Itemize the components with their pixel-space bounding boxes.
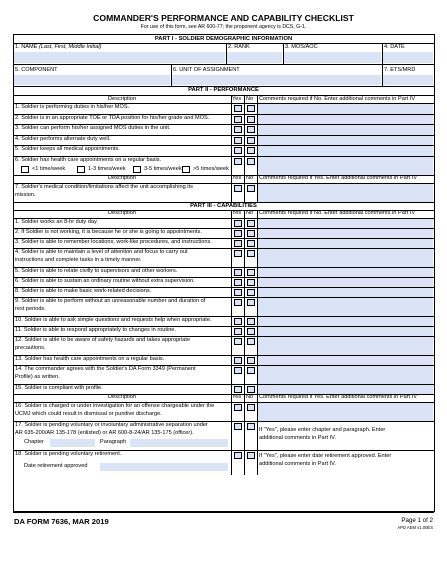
p2-item1-comment-field[interactable]	[258, 104, 433, 114]
p3-item4-label: 4. Soldier is able to maintain a level of attention and focus to carry out	[15, 248, 188, 255]
p2-item2-yes-checkbox[interactable]	[234, 116, 242, 123]
p2-item5-no-checkbox[interactable]	[247, 147, 255, 154]
p2-item1-yes-checkbox[interactable]	[234, 105, 242, 112]
form-title: COMMANDER'S PERFORMANCE AND CAPABILITY CHECKLIST	[93, 13, 354, 23]
component-label: 5. COMPONENT	[15, 67, 58, 73]
p3-item14-label: 14. The commander agrees with the Soldier's DA Form 3349 (Permanent	[15, 365, 196, 372]
p3-item2-no-checkbox[interactable]	[247, 230, 255, 237]
p3-item9-label: 9. Soldier is able to perform without an unreasonable number and duration of	[15, 297, 206, 304]
freq-3-5-label: 3-5 times/week	[144, 166, 182, 172]
p3-item17-cont: AR 635-200/AR 135-178 (enlisted) or AR 600-8-24/AR 135-175 (officer).	[15, 430, 194, 436]
form-subtitle: For use of this form, see AR 600-77; the proponent agency is DCS, G-1.	[140, 24, 307, 30]
p3-item8-yes-checkbox[interactable]	[234, 289, 242, 296]
p2-item5-label: 5. Soldier keeps all medical appointments.	[15, 146, 120, 152]
p3-item9-cont: rest periods.	[15, 306, 46, 312]
p3-item17-no-checkbox[interactable]	[247, 423, 255, 430]
p3-item3-label: 3. Soldier is able to remember locations, work-like procedures, and instructions.	[15, 238, 212, 245]
p2-item4-no-checkbox[interactable]	[247, 137, 255, 144]
p2-item7-no-checkbox[interactable]	[247, 185, 255, 192]
freq-less-1-label: <1 time/week	[32, 166, 66, 172]
unit-label: 6. UNIT OF ASSIGNMENT	[173, 67, 240, 73]
p3-item17-comment: If "Yes", please enter chapter and paragraph. Enter	[259, 426, 386, 433]
part2-yes-header: Yes	[232, 95, 242, 102]
p3-item5-comment-field[interactable]	[258, 268, 433, 277]
rank-label: 2. RANK	[228, 44, 250, 50]
p3-item11-yes-checkbox[interactable]	[234, 328, 242, 335]
p3-item15-label: 15. Soldier is compliant with profile.	[15, 384, 103, 391]
p3-item18-comment: If "Yes", please enter date retirement approved. Enter	[259, 452, 392, 459]
part1-title: PART I - SOLDIER DEMOGRAPHIC INFORMATION	[154, 36, 293, 42]
p2-item4-label: 4. Soldier performs alternate duty well.	[15, 135, 111, 142]
part3-yes-header: Yes	[232, 210, 242, 216]
name-label: 1. NAME (Last, First, Middle Initial)	[15, 44, 102, 50]
p2-item7-yes-checkbox[interactable]	[234, 185, 242, 192]
p3-item16-label: 16. Soldier is charged or under investigation for an offense chargeable under the	[15, 402, 215, 409]
p3-item10-no-checkbox[interactable]	[247, 318, 255, 325]
p3-item12-label: 12. Soldier is able to be aware of safety hazards and takes appropriate	[15, 336, 191, 343]
p3-item14-cont: Profile) as written.	[15, 374, 60, 380]
part2b-no-header: No	[246, 175, 254, 181]
p3-item14-yes-checkbox[interactable]	[234, 367, 242, 374]
p3-item4-comment-field[interactable]	[258, 249, 433, 267]
part2-title: PART II - PERFORMANCE	[188, 87, 259, 93]
p2-item3-label: 3. Soldier can perform his/her assigned MOS duties in the unit.	[15, 125, 171, 131]
p3-item3-no-checkbox[interactable]	[247, 240, 255, 247]
p2-item1-label: 1. Soldier is performing duties in his/her MOS.	[15, 104, 130, 110]
p3-item8-label: 8. Soldier is able to make basic work-related decisions.	[15, 287, 152, 294]
p2-item4-yes-checkbox[interactable]	[234, 137, 242, 144]
part2b-comments-header: Comments required if Yes. Enter additional comments in Part IV	[259, 175, 417, 181]
rank-field[interactable]	[227, 52, 282, 63]
p2-item6-label: 6. Soldier has health care appointments on a regular basis.	[15, 156, 162, 163]
p3-item13-yes-checkbox[interactable]	[234, 357, 242, 364]
p3-item16-no-checkbox[interactable]	[247, 404, 255, 411]
ets-label: 7. ETS/MRD	[384, 67, 416, 73]
freq-3-5-checkbox[interactable]	[133, 166, 141, 173]
p3-item18-yes-checkbox[interactable]	[234, 452, 242, 459]
p3-item3-yes-checkbox[interactable]	[234, 240, 242, 247]
paragraph-label: Paragraph	[100, 439, 127, 445]
p2-item7-label: 7. Soldier's medical condition/limitations affect the unit accomplishing its	[15, 183, 193, 190]
unit-field[interactable]	[172, 75, 381, 85]
p3-item4-yes-checkbox[interactable]	[234, 250, 242, 257]
part3-description-header: Description	[108, 210, 136, 216]
part3b-description-header: Description	[108, 394, 136, 400]
part2b-yes-header: Yes	[232, 175, 242, 181]
paragraph-field[interactable]	[130, 439, 228, 447]
date-field[interactable]	[383, 52, 433, 63]
freq-more-5-checkbox[interactable]	[182, 166, 190, 173]
p2-item2-no-checkbox[interactable]	[247, 116, 255, 123]
ets-field[interactable]	[383, 75, 433, 85]
p3-item17-yes-checkbox[interactable]	[234, 423, 242, 430]
p3-item6-label: 6. Soldier is able to sustain an ordinary routine without extra supervision.	[15, 277, 195, 284]
freq-less-1-checkbox[interactable]	[21, 166, 29, 173]
p3-item13-no-checkbox[interactable]	[247, 357, 255, 364]
part3b-yes-header: Yes	[232, 394, 242, 400]
chapter-field[interactable]	[50, 439, 95, 447]
p2-item1-no-checkbox[interactable]	[247, 105, 255, 112]
p2-item7-cont: mission.	[15, 192, 36, 198]
p3-item10-label: 10. Soldier is able to ask simple questions and requests help when appropriate.	[15, 316, 212, 323]
p2-item6-comment-field[interactable]	[258, 157, 433, 175]
p2-item2-label: 2. Soldier is in an appropriate TOE or TDA position for his/her grade and MOS.	[15, 114, 210, 121]
p3-item1-yes-checkbox[interactable]	[234, 220, 242, 227]
part2-description-header: Description	[108, 95, 136, 102]
p3-item12-cont: precautions.	[15, 345, 46, 351]
p3-item5-label: 5. Soldier is able to relate civilly to supervisors and other workers.	[15, 267, 178, 274]
p3-item2-yes-checkbox[interactable]	[234, 230, 242, 237]
p3-item1-comment-field[interactable]	[258, 219, 433, 228]
p3-item18-comment-cont: additional comments in Part IV.	[259, 460, 336, 467]
p3-item12-comment-field[interactable]	[258, 337, 433, 355]
p3-item3-comment-field[interactable]	[258, 239, 433, 248]
name-field[interactable]	[14, 52, 225, 63]
p2-item3-no-checkbox[interactable]	[247, 126, 255, 133]
freq-1-3-label: 1-3 times/week	[88, 166, 126, 172]
p3-item15-comment-field[interactable]	[258, 385, 433, 394]
p2-item6-yes-checkbox[interactable]	[234, 158, 242, 165]
mos-label: 3. MOS/AOC	[285, 44, 318, 50]
part3-title: PART III - CAPABILITIES	[190, 202, 257, 209]
date-retirement-field[interactable]	[100, 463, 228, 471]
p3-item18-no-checkbox[interactable]	[247, 452, 255, 459]
freq-more-5-label: >5 times/week	[193, 166, 229, 172]
p2-item6-no-checkbox[interactable]	[247, 158, 255, 165]
p3-item11-no-checkbox[interactable]	[247, 328, 255, 335]
p2-item3-yes-checkbox[interactable]	[234, 126, 242, 133]
p3-item1-no-checkbox[interactable]	[247, 220, 255, 227]
p3-item13-label: 13. Soldier has health care appointments on a regular basis.	[15, 355, 165, 362]
p3-item5-yes-checkbox[interactable]	[234, 269, 242, 276]
p3-item4-no-checkbox[interactable]	[247, 250, 255, 257]
p3-item16-comment-field[interactable]	[258, 403, 433, 421]
p3-item6-comment-field[interactable]	[258, 278, 433, 287]
p3-item14-comment-field[interactable]	[258, 366, 433, 384]
date-label: 4. DATE	[384, 44, 405, 50]
p3-item5-no-checkbox[interactable]	[247, 269, 255, 276]
chapter-label: Chapter	[24, 439, 44, 445]
form-id: DA FORM 7636, MAR 2019	[14, 517, 109, 526]
p3-item11-label: 11. Soldier is able to respond appropriately to changes in routine.	[15, 326, 176, 333]
p3-item10-comment-field[interactable]	[258, 317, 433, 326]
p3-item15-yes-checkbox[interactable]	[234, 386, 242, 393]
p2-item2-comment-field[interactable]	[258, 115, 433, 125]
p3-item16-yes-checkbox[interactable]	[234, 404, 242, 411]
p3-item17-label: 17. Soldier is pending voluntary or involuntary administrative separation under	[15, 421, 208, 428]
part2-comments-header: Comments required if No. Enter additional comments in Part IV	[259, 95, 416, 102]
p3-item13-comment-field[interactable]	[258, 356, 433, 365]
p3-item11-comment-field[interactable]	[258, 327, 433, 336]
mos-field[interactable]	[284, 52, 381, 63]
p3-item4-cont: instructions and complete tasks in a timely manner.	[15, 257, 142, 263]
page-number: Page 1 of 2	[401, 517, 433, 524]
part3b-comments-header: Comments required if Yes. Enter additional comments in Part IV	[259, 394, 417, 400]
form-version: APD AEM v1.00ES	[397, 525, 433, 530]
p3-item15-no-checkbox[interactable]	[247, 386, 255, 393]
p3-item2-comment-field[interactable]	[258, 229, 433, 238]
p3-item9-no-checkbox[interactable]	[247, 299, 255, 306]
freq-1-3-checkbox[interactable]	[77, 166, 85, 173]
p2-item5-comment-field[interactable]	[258, 146, 433, 156]
part3b-no-header: No	[246, 394, 254, 400]
p3-item8-no-checkbox[interactable]	[247, 289, 255, 296]
p3-item8-comment-field[interactable]	[258, 288, 433, 297]
p3-item6-no-checkbox[interactable]	[247, 279, 255, 286]
p2-item3-comment-field[interactable]	[258, 125, 433, 135]
p3-item12-no-checkbox[interactable]	[247, 338, 255, 345]
p3-item2-label: 2. If Soldier is not working, it is because he or she is going to appointments.	[15, 228, 202, 235]
p3-item17-comment-cont: additional comments in Part IV.	[259, 434, 336, 441]
p3-item6-yes-checkbox[interactable]	[234, 279, 242, 286]
p3-item18-label: 18. Soldier is pending voluntary retirement.	[15, 450, 122, 457]
p3-item14-no-checkbox[interactable]	[247, 367, 255, 374]
p2-item5-yes-checkbox[interactable]	[234, 147, 242, 154]
p2-item7-comment-field[interactable]	[258, 184, 433, 202]
part3-no-header: No	[246, 210, 254, 216]
p2-item4-comment-field[interactable]	[258, 136, 433, 146]
part2b-description-header: Description	[108, 175, 136, 181]
part2-no-header: No	[246, 95, 254, 102]
p3-item12-yes-checkbox[interactable]	[234, 338, 242, 345]
p3-item16-cont: UCMJ which could result in dismissal or punitive discharge.	[15, 411, 162, 417]
p3-item9-yes-checkbox[interactable]	[234, 299, 242, 306]
p3-item9-comment-field[interactable]	[258, 298, 433, 316]
component-field[interactable]	[14, 75, 170, 85]
part3-comments-header: Comments required if No. Enter additional comments in Part IV	[259, 210, 416, 216]
date-retirement-label: Date retirement approved	[24, 463, 88, 469]
p3-item1-label: 1. Soldier works an 8-hr duty day.	[15, 218, 98, 225]
p3-item10-yes-checkbox[interactable]	[234, 318, 242, 325]
